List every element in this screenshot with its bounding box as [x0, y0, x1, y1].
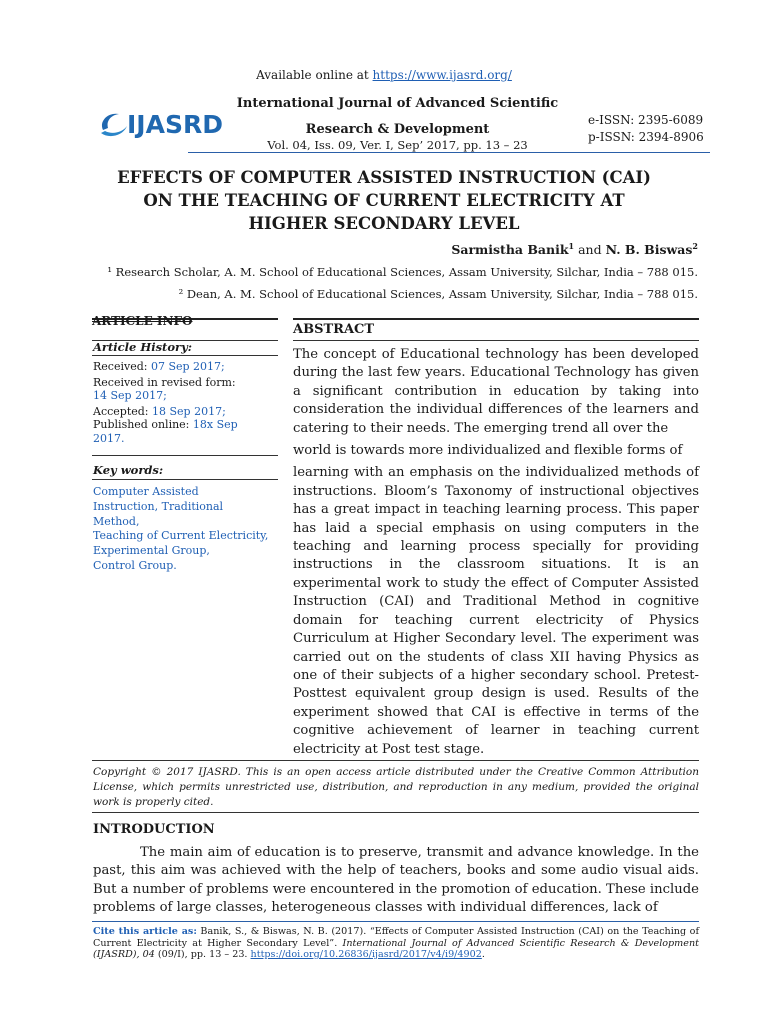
abstract-para-2: world is towards more individualized and flexible forms of	[293, 443, 683, 459]
abstract-para-1: The concept of Educational technology has been developed during the last few years. Educational Technology has given a significant contribution in education by taking into consideration the individual differences of the learners and catering to their needs. The emerging trend all over the	[293, 347, 699, 436]
author2-sup: 2	[692, 241, 698, 251]
citation-doi-link[interactable]: https://doi.org/10.26836/ijasrd/2017/v4/i9/4902	[250, 949, 482, 960]
citation-end: .	[481, 949, 485, 960]
header-divider	[188, 152, 710, 153]
pissn: p-ISSN: 2394-8906	[588, 130, 704, 144]
article-info-heading: ARTICLE INFO	[92, 314, 193, 328]
citation-journal: International Journal of Advanced Scientific Research & Development (IJASRD), 04	[93, 937, 699, 960]
article-history-rule	[92, 355, 278, 356]
journal-name-line2: Research & Development	[305, 122, 490, 137]
revised-date: 14 Sep 2017;	[93, 389, 167, 402]
keyword-item: Computer Assisted	[93, 485, 199, 498]
abstract-para-3: learning with an emphasis on the individualized methods of instructions. Bloom’s Taxonomy of instructional objectives has a great impact in teaching learning process. This paper has laid a special emphasis on using computers in the teaching and learning process specially for providing instructions in the classroom situations. It is an experimental work to study the effect of Computer Assisted Instruction (CAI) and Traditional Method in cognitive domain for teaching current electricity of Physics Curriculum at Higher Secondary level. The experiment was carried out on the students of class XII having Physics as one of their subjects of a higher secondary school. Pretest-Posttest equivalent group design is used. Results of the experiment showed that CAI is effective in terms of the cognitive achievement of learner in teaching current electricity at Post test stage.	[293, 465, 699, 757]
accepted-date: 18 Sep 2017;	[152, 404, 226, 418]
published-label: Published online:	[93, 418, 193, 431]
title-line1: EFFECTS OF COMPUTER ASSISTED INSTRUCTION (CAI)	[117, 168, 651, 187]
abstract-body	[293, 346, 699, 759]
article-history-heading: Article History:	[93, 340, 193, 354]
author1-sup: 1	[568, 241, 575, 251]
author-and: and	[574, 242, 606, 258]
citation-text-1: Banik, S., & Biswas, N. B. (2017). “Effects of Computer Assisted Instruction (CAI) on the Teaching of Current Electricity at Higher Secondary Level”.	[93, 926, 699, 949]
keywords-rule	[92, 479, 278, 480]
revised-label: Received in revised form:	[93, 375, 236, 389]
accepted-label: Accepted:	[93, 404, 152, 418]
title-line3: HIGHER SECONDARY LEVEL	[248, 214, 520, 233]
keyword-item: Teaching of Current Electricity,	[93, 529, 269, 543]
received-date: 07 Sep 2017;	[150, 360, 225, 373]
available-online-line	[0, 68, 768, 82]
keyword-item: Experimental Group,	[93, 544, 210, 558]
received-row	[93, 360, 279, 374]
author-line	[451, 241, 698, 257]
published-row	[93, 418, 279, 432]
received-label: Received:	[93, 360, 151, 373]
journal-name-line1: International Journal of Advanced Scientific	[236, 96, 559, 111]
keywords-top-rule	[92, 455, 278, 456]
abstract-top-rule	[293, 318, 699, 320]
affiliation-2: ² Dean, A. M. School of Educational Sciences, Assam University, Silchar, India – 788 015.	[178, 287, 698, 301]
paper-title	[60, 166, 708, 235]
published-date-1: 18x Sep	[192, 418, 238, 431]
keyword-item: Control Group.	[93, 558, 177, 572]
keyword-item: Method,	[93, 514, 140, 528]
volume-info: Vol. 04, Iss. 09, Ver. I, Sep’ 2017, pp. 13 – 23	[267, 138, 528, 152]
available-online-label: Available online at	[256, 68, 373, 82]
abstract-rule	[293, 340, 699, 341]
introduction-body: The main aim of education is to preserve, transmit and advance knowledge. In the past, this aim was achieved with the help of teachers, books and some audio visual aids. But a number of problems were encountered in the promotion of education. These include problems of large classes, heterogeneous classes with individual differences, lack of	[93, 845, 699, 916]
eissn: e-ISSN: 2395-6089	[588, 113, 704, 127]
affiliation-1: ¹ Research Scholar, A. M. School of Educational Sciences, Assam University, Silchar, India – 788 015.	[107, 265, 698, 279]
copyright-notice: Copyright © 2017 IJASRD. This is an open access article distributed under the Creative Common Attribution License, which permits unrestricted use, distribution, and reproduction in any medium, provided the original work is properly cited.	[93, 766, 699, 808]
title-line2: ON THE TEACHING OF CURRENT ELECTRICITY AT	[143, 191, 625, 210]
logo-text: IJASRD	[127, 110, 223, 139]
logo-swoosh-icon	[97, 108, 131, 140]
published-date-2: 2017.	[93, 431, 125, 445]
accepted-row	[93, 405, 279, 419]
citation-rule	[92, 921, 699, 922]
abstract-bottom-rule	[92, 760, 699, 761]
keywords-heading: Key words:	[93, 463, 164, 477]
introduction-heading: INTRODUCTION	[93, 822, 215, 837]
journal-url-link[interactable]: https://www.ijasrd.org/	[372, 68, 512, 82]
citation-label: Cite this article as:	[93, 926, 197, 937]
citation-block	[93, 926, 699, 961]
citation-text-2: (09/I), pp. 13 – 23.	[154, 949, 251, 960]
keyword-list	[93, 485, 283, 574]
author2-name: N. B. Biswas	[605, 242, 693, 258]
article-history	[93, 360, 279, 445]
abstract-heading: ABSTRACT	[293, 322, 375, 337]
copyright-rule	[92, 812, 699, 813]
author1-name: Sarmistha Banik	[451, 242, 569, 258]
keyword-item: Instruction, Traditional	[93, 499, 224, 513]
